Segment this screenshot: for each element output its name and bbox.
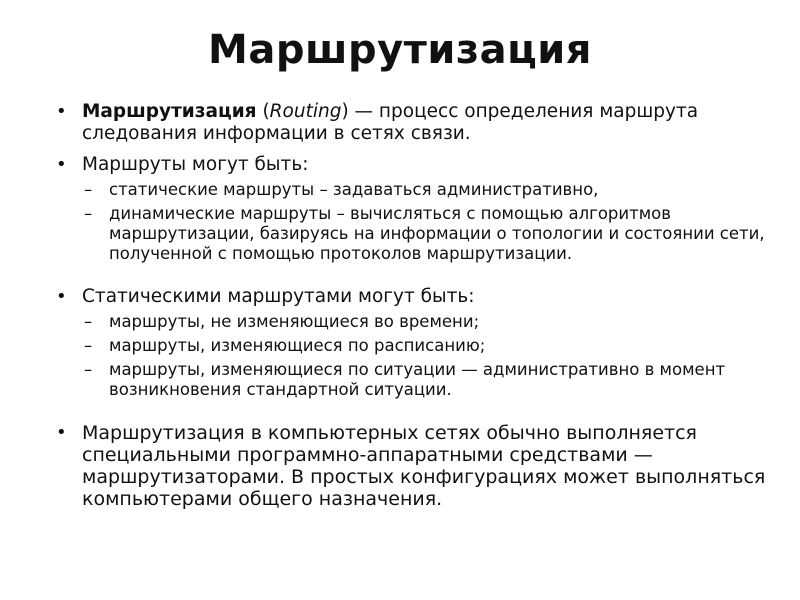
static-routes-text: Статическими маршрутами могут быть: [82, 286, 475, 307]
bullet-icon: • [56, 422, 67, 443]
paren-close: ) [341, 101, 349, 122]
bullet-route-types [56, 154, 786, 176]
term-english: Routing [269, 101, 342, 122]
dash-icon: – [84, 180, 93, 199]
bullet-routers [56, 422, 786, 510]
bullet-icon: • [56, 286, 67, 307]
bullet-definition [56, 101, 786, 145]
sub-item-static [56, 180, 786, 200]
bullet-icon: • [56, 101, 67, 122]
bullet-static-routes [56, 286, 786, 308]
sub-item-time [56, 312, 786, 332]
routers-text: Маршрутизация в компьютерных сетях обычно выполняется специальными программно-аппаратными средствами — маршрутизаторами. В простых конфигурациях может выполняться компьютерами общего назначения. [82, 422, 766, 510]
dash-icon: – [84, 336, 93, 355]
route-types-text: Маршруты могут быть: [82, 154, 309, 175]
sub-item-text: маршруты, изменяющиеся по расписанию; [109, 336, 486, 355]
slide-title: Маршрутизация [208, 27, 592, 73]
sub-item-dynamic [56, 204, 786, 264]
dash-icon: – [84, 204, 93, 223]
sub-item-text: маршруты, изменяющиеся по ситуации — административно в момент возникновения стандартной ситуации. [109, 360, 726, 399]
sub-item-schedule [56, 336, 786, 356]
slide-body [56, 101, 786, 510]
sub-item-text: статические маршруты – задаваться административно, [109, 180, 599, 199]
term-routing: Маршрутизация [82, 101, 257, 122]
definition-text: — процесс определения маршрута следования информации в сетях связи. [82, 101, 699, 144]
sub-item-text: маршруты, не изменяющиеся во времени; [109, 312, 480, 331]
dash-icon: – [84, 312, 93, 331]
bullet-icon: • [56, 154, 67, 175]
dash-icon: – [84, 360, 93, 379]
paren-open: ( [256, 101, 270, 122]
sub-item-situation [56, 360, 786, 400]
sub-item-text: динамические маршруты – вычисляться с помощью алгоритмов маршрутизации, базируясь на информации о топологии и состоянии сети, полученной с помощью протоколов маршрутизации. [109, 204, 765, 263]
